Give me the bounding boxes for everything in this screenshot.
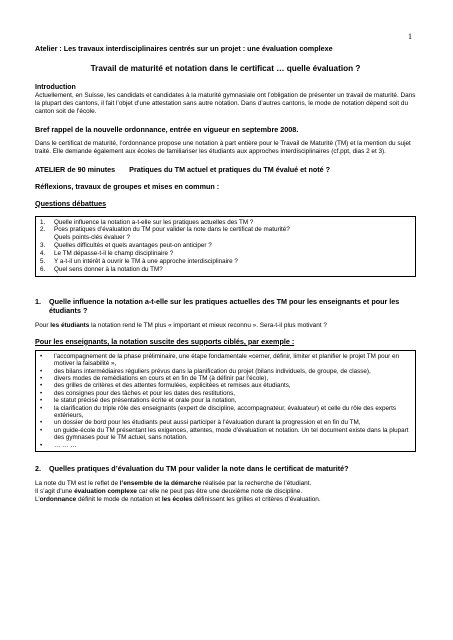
question-item: 4. Le TM dépasse-t-il le champ disciplinaire ? [40, 250, 174, 258]
questions-heading: Questions débattues [35, 198, 107, 208]
main-title: Travail de maturité et notation dans le certificat … quelle évaluation ? [90, 64, 361, 73]
reflexions-line: Réflexions, travaux de groupes et mises en commun : [35, 181, 220, 191]
rappel-heading: Bref rappel de la nouvelle ordonnance, entrée en vigueur en septembre 2008. [35, 124, 299, 134]
section1-paragraph: Pour les étudiants la notation rend le TM plus « important et mieux reconnu ». Sera-t-il plus motivant ? [35, 321, 327, 329]
question-item: 6. Quel sens donner à la notation du TM? [40, 265, 163, 273]
intro-heading: Introduction [35, 84, 76, 91]
section2-line3: L’ordonnance définit le mode de notation et les écoles définissent les grilles et critères d’évaluation. [35, 495, 321, 503]
question-item: 3. Quelles difficultés et quels avantages peut-on anticiper ? [40, 242, 212, 250]
bullet-item: • des grilles de critères et des attentes formulées, explicitées et remises aux étudiants, [40, 382, 291, 390]
page-number: 1 [408, 32, 412, 41]
document-content [35, 44, 416, 504]
section2-title: 2. Quelles pratiques d’évaluation du TM pour valider la note dans le certificat de maturité? [35, 464, 349, 474]
bullet-item: • divers modes de remédiations en cours et en fin de TM (à définir par l’école), [40, 375, 269, 382]
atelier-line [35, 44, 416, 53]
atelier-label: Atelier [35, 44, 58, 53]
bullet-item: • le statut précisé des présentations écrite et orale pour la notation, [40, 397, 237, 405]
question-item: 5. Y a-t-il un intérêt à ouvrir le TM à une approche interdisciplinaire ? [40, 258, 238, 266]
section1-title: 1. Quelle influence la notation a-t-elle sur les pratiques actuelles des TM pour les enseignants et pour les étudiants ? [35, 296, 400, 315]
questions-box [35, 216, 416, 277]
bullet-item: • la clarification du triple rôle des enseignants (expert de discipline, accompagnateur, évaluateur) et celle du rôle des experts extérieurs, [40, 404, 396, 420]
question-subitem: Quels points-clés évaluer ? [54, 234, 130, 242]
atelier90-duration: ATELIER de 90 minutes [35, 164, 116, 174]
intro-text: Actuellement, en Suisse, les candidats et candidates à la maturité gymnasiale ont l’obligation de présenter un travail de maturité. Dans la plupart des cantons, il fait l’objet d’une attestation sans autre notation. Dans d’autres cantons, le mode de notation dépend soit du canton soit de l’école. [35, 92, 416, 115]
bullet-item: • l’accompagnement de la phase préliminaire, une étape fondamentale «cerner, définir, limiter et planifier le projet TM pour en motiver la faisabilité », [40, 352, 400, 368]
teachers-bullets [35, 350, 416, 452]
bullet-item: • un guide-école du TM présentant les exigences, attentes, mode d’évaluation et notation. Un tel document existe dans la plupart des gymnases pour le TM actuel, sans notation. [40, 426, 409, 442]
bullet-item: • des consignes pour des tâches et pour les dates des restitutions, [40, 389, 235, 397]
bullet-item: • … … … [40, 441, 77, 449]
atelier-text: : Les travaux interdisciplinaires centrés sur un projet : une évaluation complexe [57, 44, 333, 53]
question-item: 1. Quelle influence la notation a-t-elle sur les pratiques actuelles des TM ? [40, 218, 254, 226]
rappel-text: Dans le certificat de maturité, l’ordonnance propose une notation à part entière pour le Travail de Maturité (TM) et la mention du sujet traité. Elle demande également aux écoles de familiariser les étudiants aux approches interdisciplinaires (cf.ppt, dias 2 et 3). [35, 139, 411, 155]
bullet-item: • un dossier de bord pour les étudiants peut aussi participer à l’évaluation durant la progression et en fin du TM, [40, 419, 361, 427]
section2-line1: La note du TM est le reflet de l’ensemble de la démarche réalisée par la recherche de l’étudiant. [35, 480, 312, 488]
question-item: 2. Pces pratiques d’évaluation du TM pour valider la note dans le certificat de maturité? [40, 226, 290, 234]
section2-line2: Il s’agit d’une évaluation complexe car elle ne peut pas être une deuxième note de discipline. [35, 487, 303, 495]
bullet-item: • des bilans intermédiaires réguliers prévus dans la planification du projet (bilans individuels, de groupe, de classe), [40, 367, 371, 375]
atelier90-line [35, 165, 416, 174]
teachers-heading: Pour les enseignants, la notation suscite des supports ciblés, par exemple : [35, 336, 295, 346]
atelier90-topic: Pratiques du TM actuel et pratiques du TM évalué et noté ? [129, 164, 331, 174]
